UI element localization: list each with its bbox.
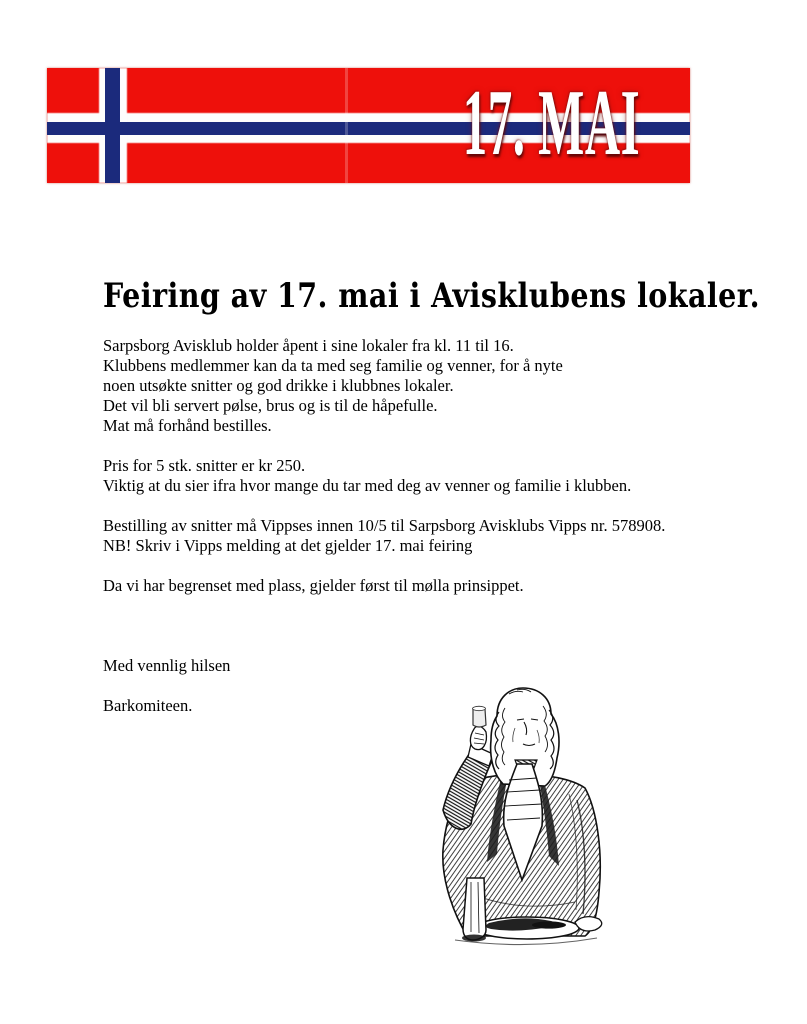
text-line: Viktig at du sier ifra hvor mange du tar med deg av venner og familie i klubben. bbox=[103, 476, 632, 495]
text-line: NB! Skriv i Vipps melding at det gjelder 17. mai feiring bbox=[103, 536, 473, 555]
banner-17-mai-text: 17. MAI bbox=[462, 70, 640, 175]
paragraph-opening-hours bbox=[103, 336, 743, 436]
text-line: Klubbens medlemmer kan da ta med seg familie og venner, for å nyte bbox=[103, 356, 563, 375]
paragraph-capacity bbox=[103, 576, 743, 596]
text-line: Bestilling av snitter må Vippses innen 10/5 til Sarpsborg Avisklubs Vipps nr. 578908. bbox=[103, 516, 666, 535]
body-text bbox=[103, 336, 743, 716]
closing-line: Med vennlig hilsen bbox=[103, 656, 231, 675]
text-line: Sarpsborg Avisklub holder åpent i sine lokaler fra kl. 11 til 16. bbox=[103, 336, 514, 355]
text-line: Pris for 5 stk. snitter er kr 250. bbox=[103, 456, 306, 475]
text-line: noen utsøkte snitter og god drikke i klubbnes lokaler. bbox=[103, 376, 454, 395]
flag-cross-vertical-blue bbox=[105, 68, 120, 183]
man-with-glass-illustration bbox=[425, 682, 625, 957]
text-line: Mat må forhånd bestilles. bbox=[103, 416, 272, 435]
page-title: Feiring av 17. mai i Avisklubens lokaler. bbox=[103, 276, 760, 316]
text-line: Det vil bli servert pølse, brus og is til de håpefulle. bbox=[103, 396, 438, 415]
paragraph-ordering bbox=[103, 516, 743, 556]
flag-image-seam bbox=[345, 68, 348, 183]
norwegian-flag-banner bbox=[47, 68, 690, 183]
text-line: Da vi har begrenset med plass, gjelder først til mølla prinsippet. bbox=[103, 576, 524, 595]
paragraph-price bbox=[103, 456, 743, 496]
signature-line: Barkomiteen. bbox=[103, 696, 193, 715]
